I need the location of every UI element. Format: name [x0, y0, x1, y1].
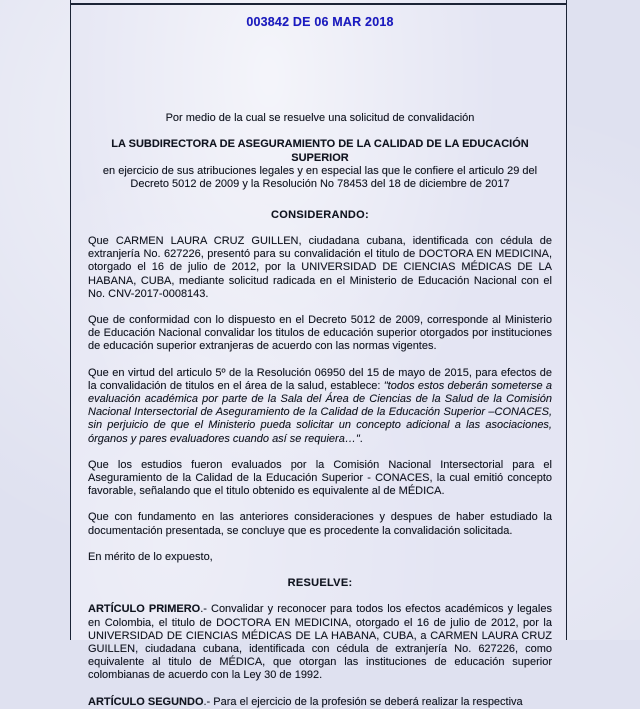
article-separator: .-: [200, 603, 211, 616]
spacer: [88, 683, 552, 696]
merit-line: En mérito de lo expuesto,: [88, 550, 213, 563]
considerando-paragraph: Que los estudios fueron evaluados por la Comisión Nacional Intersectorial para el Aseguramiento de la Calidad de la Educación Superior - CONACES, la cual emitió concepto favorable, señalando que el titulo obtenido es equivalente al de MÉDICA.: [88, 458, 552, 498]
considerando-paragraph: Que con fundamento en las anteriores consideraciones y despues de haber estudiado la documentación presentada, se concluye que es procedente la convalidación solicitada.: [88, 511, 552, 537]
article-separator: .-: [203, 695, 214, 708]
spacer: [88, 301, 552, 314]
article-segundo: [88, 696, 552, 709]
quote-lead-text: Que en virtud del articulo 5º de la Resolución 06950 del 15 de mayo de 2015, para efectos de la convalidación de titulos en el área de la salud, establece:: [88, 366, 552, 392]
considerando-paragraph: Que de conformidad con lo dispuesto en el Decreto 5012 de 2009, corresponde al Ministerio de Educación Nacional convalidar los titulos de educación superior otorgados por instituciones de educación superior extranjeras de acuerdo con las normas vigentes.: [88, 314, 552, 353]
quote-tail-text: .: [359, 432, 363, 445]
article-label: ARTÍCULO PRIMERO: [88, 603, 201, 616]
spacer: [88, 354, 552, 367]
quote-text: "todos estos deberán someterse a evaluación académica por parte de la Sala del Área de Ciencias de la Salud de la Comisión Nacional Intersectorial de Aseguramiento de la Calidad de la Educación Superior –CONACES, sin perjuicio de que el Ministerio pueda solicitar un concepto adicional a las asociaciones, órganos y pares evaluadores cuando así se requiera…": [88, 379, 552, 445]
spacer: [88, 498, 552, 511]
article-label: ARTÍCULO SEGUNDO: [88, 695, 204, 708]
preamble-line: Por medio de la cual se resuelve una solicitud de convalidación: [165, 112, 475, 124]
spacer: [88, 125, 552, 138]
resolution-number-header: 003842 DE 06 MAR 2018: [246, 15, 394, 29]
spacer: [88, 222, 552, 235]
authority-title: LA SUBDIRECTORA DE ASEGURAMIENTO DE LA CALIDAD DE LA EDUCACIÓN SUPERIOR: [111, 138, 529, 164]
considerando-quoted-paragraph: [88, 367, 552, 446]
article-text: Convalidar y reconocer para todos los efectos académicos y legales en Colombia, el titulo de DOCTORA EN MEDICINA, otorgado el 16 de julio de 2012, por la UNIVERSIDAD DE CIENCIAS MÉDICAS DE LA HABANA, CUBA, a CARMEN LAURA CRUZ GUILLEN, ciudadana cubana, identificada con cédula de extranjería No. 627226, como equivalente al titulo de MÉDICA, que otorgan las instituciones de educación superior colombianas de acuerdo con la Ley 30 de 1992.: [88, 603, 552, 682]
spacer: [88, 446, 552, 459]
authority-line-2: Decreto 5012 de 2009 y la Resolución No 78453 del 18 de diciembre de 2017: [130, 178, 510, 191]
authority-line-1: en ejercicio de sus atribuciones legales y en especial las que le confiere el articulo 29 del: [102, 165, 538, 178]
document-content: [88, 0, 552, 708]
considerando-paragraph: Que CARMEN LAURA CRUZ GUILLEN, ciudadana cubana, identificada con cédula de extranjería No. 627226, presentó para su convalidación el titulo de DOCTORA EN MEDICINA, otorgado el 16 de julio de 2012, por la UNIVERSIDAD DE CIENCIAS MÉDICAS DE LA HABANA, CUBA, mediante solicitud radicada en el Ministerio de Educación Nacional con el No. CNV-2017-0008143.: [88, 235, 552, 300]
considerando-heading: CONSIDERANDO:: [270, 208, 369, 221]
document-text-flow: [88, 112, 552, 709]
spacer: [88, 538, 552, 551]
spacer: [88, 564, 552, 577]
spacer: [88, 192, 552, 209]
resuelve-heading: RESUELVE:: [287, 577, 353, 590]
spacer: [88, 590, 552, 603]
article-primero: [88, 603, 552, 682]
article-text: Para el ejercicio de la profesión se deberá realizar la respectiva: [213, 695, 523, 708]
